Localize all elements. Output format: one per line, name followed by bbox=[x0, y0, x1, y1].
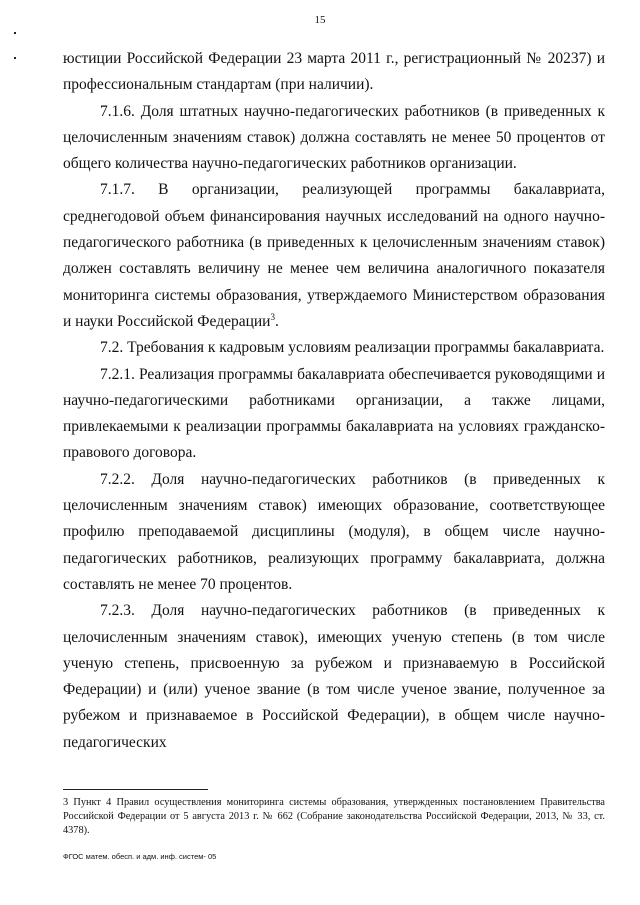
paragraph-7-1-6: 7.1.6. Доля штатных научно-педагогических работников (в приведенных к целочисленным значениям ставок) должна составлять не менее 50 процентов от общего количества научно-педагогических работников организации. bbox=[63, 102, 605, 173]
paragraph-7-2-1: 7.2.1. Реализация программы бакалавриата обеспечивается руководящими и научно-педагогическими работниками организации, а также лицами, привлекаемыми к реализации программы бакалавриата на условиях гражданско-правового договора. bbox=[63, 365, 605, 462]
paragraph-7-2-3: 7.2.3. Доля научно-педагогических работников (в приведенных к целочисленным значениям ставок), имеющих ученую степень (в том числе ученую степень, присвоенную за рубежом и признаваемую в Российской Федерации) и (или) ученое звание (в том числе ученое звание, полученное за рубежом и признаваемое в Российской Федерации), в общем числе научно-педагогических bbox=[63, 602, 605, 751]
paragraph-continuation: юстиции Российской Федерации 23 марта 2011 г., регистрационный № 20237) и профессиональным стандартам (при наличии). bbox=[63, 50, 605, 94]
scan-mark bbox=[14, 32, 16, 34]
document-body bbox=[63, 46, 605, 756]
page-number: 15 bbox=[314, 14, 326, 26]
document-code: ФГОС матем. обесп. и адм. инф. систем- 05 bbox=[63, 852, 217, 861]
footnote: 3 Пункт 4 Правил осуществления мониторинга системы образования, утвержденных постановлением Правительства Российской Федерации от 5 августа 2013 г. № 662 (Собрание законодательства Российской Федерации, 2013, № 33, ст. 4378). bbox=[63, 797, 605, 836]
paragraph-7-2-2: 7.2.2. Доля научно-педагогических работников (в приведенных к целочисленным значениям ставок) имеющих образование, соответствующее профилю преподаваемой дисциплины (модуля), в общем числе научно-педагогических работников, реализующих программу бакалавриата, должна составлять не менее 70 процентов. bbox=[63, 470, 605, 593]
paragraph-7-1-7-tail: . bbox=[274, 312, 279, 330]
paragraph-7-2: 7.2. Требования к кадровым условиям реализации программы бакалавриата. bbox=[100, 339, 605, 357]
scan-mark bbox=[14, 57, 16, 59]
footnote-reference[interactable]: 3 bbox=[270, 311, 275, 322]
paragraph-7-1-7 bbox=[63, 177, 605, 335]
paragraph-7-1-7-text: 7.1.7. В организации, реализующей программы бакалавриата, среднегодовой объем финансирования научных исследований на одного научно-педагогического работника (в приведенных к целочисленным значениям ставок) должен составлять величину не менее чем величина аналогичного показателя мониторинга системы образования, утверждаемого Министерством образования и науки Российской Федерации bbox=[63, 181, 605, 330]
footnote-divider bbox=[63, 789, 208, 790]
